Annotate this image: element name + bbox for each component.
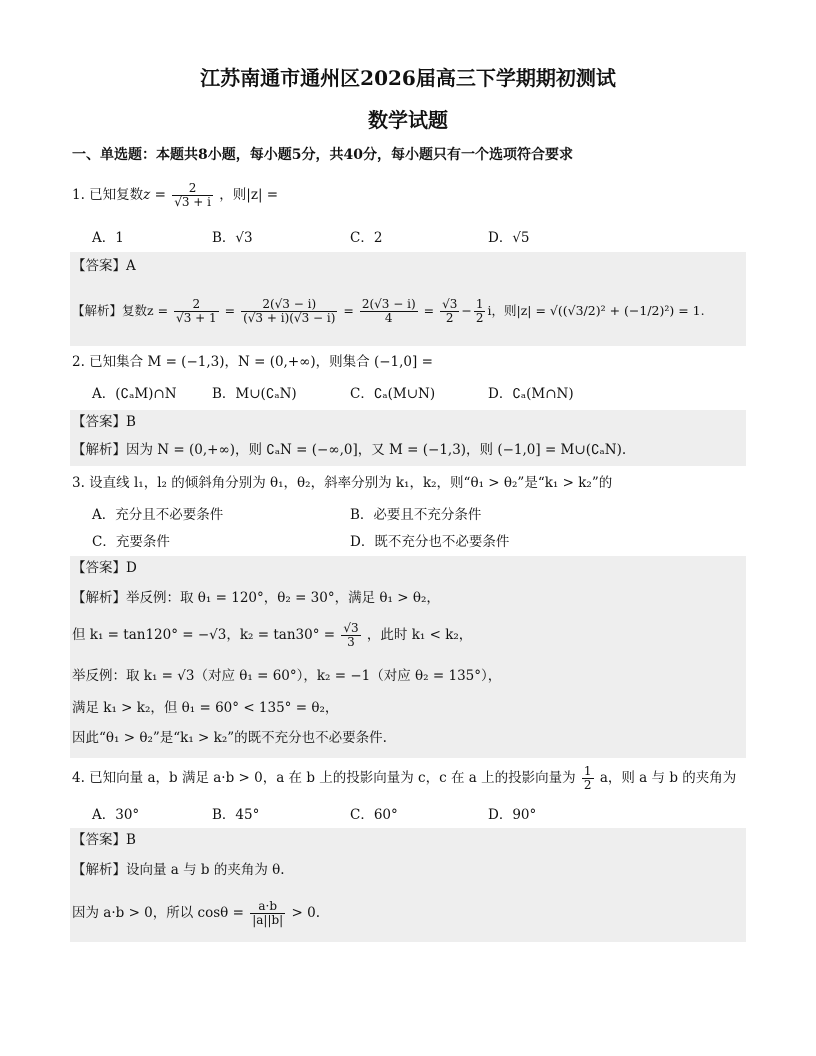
q1-frac-num: 2	[172, 182, 213, 196]
q4-analysis-2-post: > 0.	[291, 905, 320, 921]
q3-analysis-2-post: ，此时 k₁ < k₂，	[366, 627, 473, 643]
q3-analysis-2-pre: 但 k₁ = tan120° = −√3，k₂ = tan30° =	[72, 627, 336, 643]
q1-analysis: 【解析】复数z = $\frac{2}{√3 + 1}$ = $\frac{2(√3 - i)}{(√3 + i)(√3 - i)}$ = $\frac{2(√3 - i)}{4}$ = $\frac{√3}{2}$ − $\frac{1}{2}$ i，则|z| = √((√3/2)² + (−1/2)²) = 1.	[72, 297, 705, 325]
q1-stem-post: ，则|z| =	[219, 187, 279, 203]
q3-option-c: C．充要条件	[92, 534, 170, 550]
q4-a2-frac-num: a·b	[250, 900, 285, 914]
q2-analysis: 【解析】因为 N = (0,+∞)，则 ∁ₐN = (−∞,0]，又 M = (−1,3)，则 (−1,0] = M∪(∁ₐN).	[72, 442, 627, 458]
q3-analysis-5: 因此“θ₁ > θ₂”是“k₁ > k₂”的既不充分也不必要条件.	[72, 730, 387, 746]
q2-option-b: B．M∪(∁ₐN)	[212, 386, 297, 402]
q4-analysis-2-pre: 因为 a·b > 0，所以 cosθ =	[72, 905, 244, 921]
q4-stem	[72, 765, 736, 792]
q1-option-b: B．√3	[212, 230, 253, 246]
q2-option-d: D．∁ₐ(M∩N)	[488, 386, 574, 402]
q3-option-b: B．必要且不充分条件	[350, 507, 482, 523]
q4-option-a: A．30°	[92, 807, 140, 823]
q1-fraction	[172, 182, 213, 209]
q1-a-frac2-num: 2(√3 − i)	[241, 298, 337, 312]
q3-stem: 3. 设直线 l₁，l₂ 的倾斜角分别为 θ₁，θ₂，斜率分别为 k₁，k₂，则“θ₁ > θ₂”是“k₁ > k₂”的	[72, 475, 613, 491]
q4-option-c: C．60°	[350, 807, 398, 823]
q1-stem-expr: z =	[143, 187, 166, 203]
q4-option-d: D．90°	[488, 807, 537, 823]
q3-a2-frac-num: √3	[343, 621, 359, 635]
q1-a-frac5	[474, 298, 486, 325]
q3-answer: 【答案】D	[72, 560, 137, 576]
q1-a-frac1-den: √3 + 1	[176, 311, 217, 325]
q3-a2-fraction	[341, 622, 360, 649]
q1-stem-pre: 1. 已知复数	[72, 187, 144, 203]
q4-option-b: B．45°	[212, 807, 260, 823]
q4-fraction	[582, 765, 594, 792]
q1-a-frac3-den: 4	[384, 311, 393, 325]
q1-a-frac4-num: √3	[442, 297, 458, 311]
q3-option-a: A．充分且不必要条件	[92, 507, 224, 523]
q4-answer: 【答案】B	[72, 832, 136, 848]
q1-a-frac2-den: (√3 + i)(√3 − i)	[243, 311, 336, 325]
q3-analysis-4: 满足 k₁ > k₂，但 θ₁ = 60° < 135° = θ₂，	[72, 700, 339, 716]
q1-stem	[72, 182, 278, 209]
q1-answer: 【答案】A	[72, 258, 136, 274]
q2-option-a: A．(∁ₐM)∩N	[92, 386, 177, 402]
q3-a2-frac-den: 3	[347, 635, 355, 649]
q1-a-frac5-num: 1	[475, 297, 484, 311]
section-heading: 一、单选题：本题共8小题，每小题5分，共40分，每小题只有一个选项符合要求	[72, 147, 573, 163]
q4-a2-fraction	[250, 900, 285, 927]
q1-frac-den: √3 + i	[174, 195, 211, 209]
q1-a-minus: −	[461, 303, 472, 318]
q3-analysis-3: 举反例：取 k₁ = √3（对应 θ₁ = 60°），k₂ = −1（对应 θ₂ = 135°），	[72, 668, 502, 684]
q1-a-frac3-num: 2(√3 − i)	[361, 297, 416, 311]
q3-analysis-1: 【解析】举反例：取 θ₁ = 120°，θ₂ = 30°，满足 θ₁ > θ₂，	[72, 590, 440, 606]
q4-stem-pre: 4. 已知向量 a，b 满足 a·b > 0，a 在 b 上的投影向量为 c，c 在 a 上的投影向量为	[72, 770, 576, 786]
q3-option-d: D．既不充分也不必要条件	[350, 534, 510, 550]
q2-stem: 2. 已知集合 M = (−1,3)，N = (0,+∞)，则集合 (−1,0] =	[72, 354, 433, 370]
q1-option-a: A．1	[92, 230, 124, 246]
q4-a2-frac-den: |a||b|	[252, 913, 284, 927]
q1-analysis-label: 【解析】	[72, 303, 123, 318]
q1-a-frac4-den: 2	[445, 311, 454, 325]
q1-a-frac1	[174, 298, 219, 325]
q2-answer: 【答案】B	[72, 414, 136, 430]
q4-analysis-2	[72, 900, 320, 927]
q1-analysis-a: 复数z =	[122, 303, 169, 318]
q4-analysis-1: 【解析】设向量 a 与 b 的夹角为 θ.	[72, 862, 285, 878]
page-subtitle: 数学试题	[368, 108, 448, 132]
q1-a-frac3	[360, 298, 418, 325]
q1-analysis-b: i，则|z| = √((√3/2)² + (−1/2)²) = 1.	[487, 303, 705, 318]
page-title: 江苏南通市通州区2026届高三下学期期初测试	[200, 66, 616, 90]
q4-frac-num: 1	[583, 764, 592, 778]
q1-option-c: C．2	[350, 230, 383, 246]
q4-frac-den: 2	[583, 778, 592, 792]
q3-analysis-2	[72, 622, 472, 649]
q1-a-frac4	[440, 298, 459, 325]
q4-stem-post: a，则 a 与 b 的夹角为	[599, 770, 737, 786]
q1-a-frac1-num: 2	[174, 298, 219, 312]
q1-option-d: D．√5	[488, 230, 530, 246]
q1-a-frac2	[241, 298, 337, 325]
q2-option-c: C．∁ₐ(M∪N)	[350, 386, 436, 402]
q1-a-frac5-den: 2	[475, 311, 484, 325]
